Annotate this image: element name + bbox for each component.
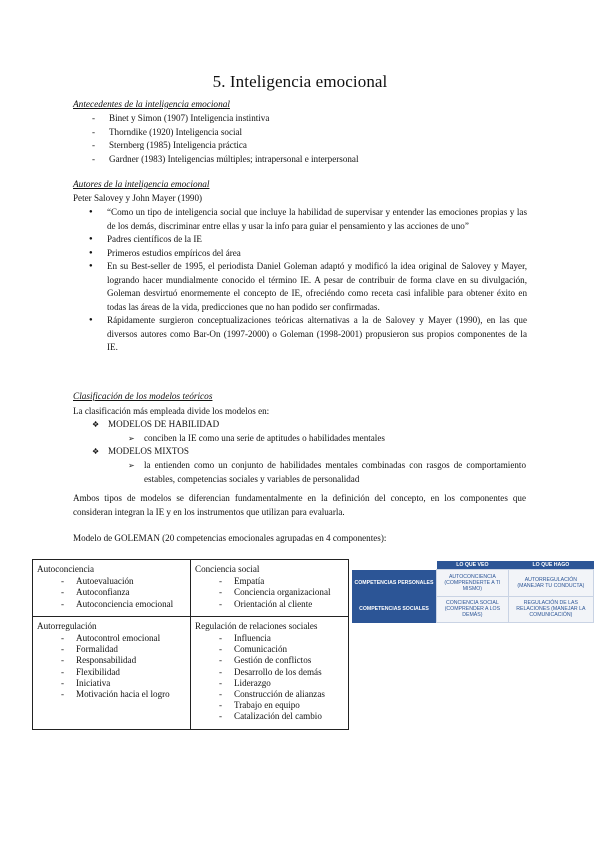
model-mixtos [92,445,189,459]
table-cell-regulacion-relaciones [191,616,349,729]
list-item: - Construcción de alianzas [234,689,344,700]
list-item: ● En su Best-seller de 1995, el periodista Daniel Goleman adaptó y modificó la idea original de Salovey y Mayer, logrando hacer mundialmente conocido el término IE. A pesar de contribuir de forma clave en su divulgación, Goleman desvirtuó enormemente el concepto de IE, ofreciéndo como receta casi infalible para obtener éxito en todas las áreas de la vida, predicciones que no han podido ser confirmadas. [107,260,527,314]
list-item: - Autoconciencia emocional [76,599,186,610]
cell-title: Autorregulación [37,620,97,631]
model-mixtos-desc [128,459,526,486]
model-habilidad-desc [128,432,526,446]
list-item: - Orientación al cliente [234,599,344,610]
cell-title: Conciencia social [195,564,260,574]
table-row [352,570,594,597]
grid-col-header: LO QUE HAGO [508,561,593,570]
antecedentes-list [109,112,359,166]
grid-cell: REGULACIÓN DE LAS RELACIONES (MANEJAR LA COMUNICACIÓN) [508,596,593,623]
autores-heading: Autores de la inteligencia emocional [73,180,210,190]
list-item: - Influencia [234,633,344,644]
list-item: - Binet y Simon (1907) Inteligencia instintiva [109,112,359,126]
list-item: - Desarrollo de los demás [234,667,344,678]
diamond-bullet-icon: ❖ [92,420,100,429]
list-item: - Sternberg (1985) Inteligencia práctica [109,139,359,153]
list-item: ● Rápidamente surgieron conceptualizaciones teóricas alternativas a la de Salovey y Mayer (1990), en las que diversos autores como Bar-On (1997-2000) o Goleman (1998-2001) propusieron sus propios componentes de la IE. [107,314,527,355]
grid-corner [352,561,437,570]
cell-title: Regulación de relaciones sociales [195,620,318,631]
list-item: - Gardner (1983) Inteligencias múltiples; intrapersonal e interpersonal [109,153,359,167]
list-item: - Thorndike (1920) Inteligencia social [109,126,359,140]
list-item: ● Padres científicos de la IE [107,233,527,247]
clasificacion-summary: Ambos tipos de modelos se diferencian fundamentalmente en la definición del concepto, en los componentes que consideran integran la IE y en los instrumentos que utilizan para evaluarla. [73,493,526,517]
grid-cell: AUTORREGULACIÓN (MANEJAR TU CONDUCTA) [508,570,593,597]
list-item: - Gestión de conflictos [234,655,344,666]
grid-cell: CONCIENCIA SOCIAL (COMPRENDER A LOS DEMÁS) [437,596,509,623]
table-cell-autorregulacion [33,616,191,729]
clasificacion-heading: Clasificación de los modelos teóricos [73,392,213,402]
autores-intro: Peter Salovey y John Mayer (1990) [73,193,203,203]
list-item: ● “Como un tipo de inteligencia social que incluye la habilidad de supervisar y entender las emociones propias y las de los demás, discriminar entre ellas y usar la info para guiar el pensamiento y las acciones de uno” [107,206,527,233]
goleman-intro: Modelo de GOLEMAN (20 competencias emocionales agrupadas en 4 componentes): [73,533,387,543]
diamond-bullet-icon: ❖ [92,447,100,456]
grid-cell: AUTOCONCIENCIA (COMPRENDERTE A TI MISMO) [437,570,509,597]
cell-title: Autoconciencia [37,564,95,574]
list-item: - Responsabilidad [76,655,186,666]
model-mixtos-desc-text: la entienden como un conjunto de habilidades mentales combinadas con rasgos de comportamiento estables, competencias sociales y variables de personalidad [144,460,526,484]
list-item: - Trabajo en equipo [234,700,344,711]
list-item: - Flexibilidad [76,667,186,678]
arrow-bullet-icon: ➢ [128,434,135,443]
list-item: - Autoevaluación [76,576,186,587]
list-item: - Liderazgo [234,678,344,689]
list-item: - Iniciativa [76,678,186,689]
list-item: - Comunicación [234,644,344,655]
goleman-competencies-table [32,559,349,730]
table-row [33,616,349,729]
model-habilidad-label: MODELOS DE HABILIDAD [108,419,220,429]
list-item: ● Primeros estudios empíricos del área [107,247,527,261]
list-item: - Catalización del cambio [234,711,344,722]
model-habilidad [92,418,220,432]
list-item: - Formalidad [76,644,186,655]
list-item: - Motivación hacia el logro [76,689,186,700]
arrow-bullet-icon: ➢ [128,461,135,470]
autores-bullets [107,206,527,355]
grid-row-label: COMPETENCIAS SOCIALES [352,596,437,623]
model-mixtos-label: MODELOS MIXTOS [108,446,189,456]
list-item: - Empatía [234,576,344,587]
clasificacion-intro: La clasificación más empleada divide los modelos en: [73,406,270,416]
table-cell-autoconciencia [33,560,191,617]
table-row [33,560,349,617]
table-row [352,561,594,570]
grid-row-label: COMPETENCIAS PERSONALES [352,570,437,597]
model-habilidad-desc-text: conciben la IE como una serie de aptitudes o habilidades mentales [144,433,385,443]
table-row [352,596,594,623]
list-item: - Autoconfianza [76,587,186,598]
antecedentes-heading: Antecedentes de la inteligencia emocional [73,100,230,110]
grid-col-header: LO QUE VEO [437,561,509,570]
goleman-grid [352,561,594,623]
list-item: - Autocontrol emocional [76,633,186,644]
table-cell-conciencia-social [191,560,349,617]
list-item: - Conciencia organizacional [234,587,344,598]
page-title: 5. Inteligencia emocional [212,72,388,91]
